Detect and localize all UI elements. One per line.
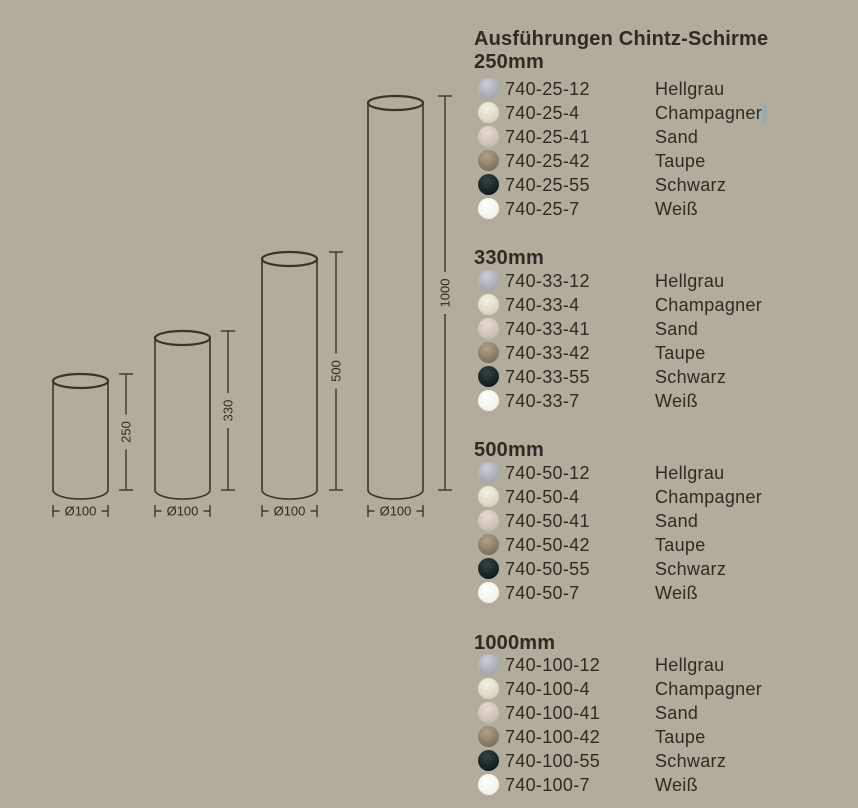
height-dimension-label: 250	[118, 421, 134, 443]
color-name: Sand	[655, 127, 699, 147]
color-name: Hellgrau	[655, 271, 725, 291]
product-code: 740-33-41	[505, 319, 590, 339]
product-code: 740-33-55	[505, 367, 590, 387]
section-rows-250mm	[474, 77, 858, 221]
color-name: Sand	[655, 511, 699, 531]
color-name: Schwarz	[655, 751, 727, 771]
diameter-dimension-label: Ø100	[379, 503, 412, 519]
color-option-row	[474, 341, 858, 365]
height-dimension-label: 330	[220, 399, 236, 422]
product-code: 740-25-55	[505, 175, 590, 195]
color-name: Weiß	[655, 391, 698, 411]
color-swatch-sand-icon	[478, 126, 499, 147]
product-code: 740-33-12	[505, 271, 590, 291]
diameter-dimension-label: Ø100	[64, 503, 97, 519]
color-option-row	[474, 509, 858, 533]
color-option-row	[474, 677, 858, 701]
color-name: Taupe	[655, 343, 706, 363]
product-code: 740-25-12	[505, 79, 590, 99]
product-code: 740-50-7	[505, 583, 580, 603]
color-option-row	[474, 197, 858, 221]
section-rows-330mm	[474, 269, 858, 413]
height-dimension-label: 500	[328, 360, 344, 382]
color-option-row	[474, 149, 858, 173]
color-option-row	[474, 101, 858, 125]
product-code: 740-25-41	[505, 127, 590, 147]
color-swatch-hellgrau-icon	[478, 462, 499, 483]
color-swatch-hellgrau-icon	[478, 78, 499, 99]
page-title: Ausführungen Chintz-Schirme	[474, 28, 769, 50]
color-name: Champagner	[655, 103, 763, 123]
product-code: 740-100-42	[505, 727, 601, 747]
section-heading-500mm: 500mm	[474, 439, 544, 461]
color-swatch-hellgrau-icon	[478, 270, 499, 291]
cylinder-drawing-1000	[368, 96, 453, 519]
diameter-dimension-label: Ø100	[273, 503, 306, 519]
section-heading-330mm: 330mm	[474, 247, 544, 269]
product-code: 740-50-12	[505, 463, 590, 483]
color-name: Schwarz	[655, 175, 727, 195]
color-swatch-champagner-icon	[478, 678, 499, 699]
product-code: 740-100-55	[505, 751, 601, 771]
color-swatch-sand-icon	[478, 510, 499, 531]
color-name: Champagner	[655, 295, 763, 315]
color-option-row	[474, 461, 858, 485]
color-swatch-weiss-icon	[478, 774, 499, 795]
color-option-row	[474, 533, 858, 557]
color-swatch-weiss-icon	[478, 198, 499, 219]
product-code: 740-33-4	[505, 295, 580, 315]
product-code: 740-25-42	[505, 151, 590, 171]
color-name: Schwarz	[655, 559, 727, 579]
cylinder-drawing-250	[53, 374, 134, 519]
color-option-row	[474, 77, 858, 101]
product-code: 740-50-55	[505, 559, 590, 579]
color-swatch-sand-icon	[478, 702, 499, 723]
color-swatch-taupe-icon	[478, 150, 499, 171]
color-name: Weiß	[655, 775, 698, 795]
technical-drawing	[0, 0, 470, 540]
color-option-row	[474, 557, 858, 581]
section-heading-1000mm: 1000mm	[474, 632, 556, 654]
color-name: Weiß	[655, 583, 698, 603]
color-option-row	[474, 581, 858, 605]
text-cursor	[762, 103, 767, 124]
color-option-row	[474, 485, 858, 509]
color-swatch-champagner-icon	[478, 486, 499, 507]
color-swatch-schwarz-icon	[478, 174, 499, 195]
color-name: Taupe	[655, 151, 706, 171]
color-option-row	[474, 653, 858, 677]
color-option-row	[474, 389, 858, 413]
product-code: 740-50-41	[505, 511, 590, 531]
color-swatch-taupe-icon	[478, 726, 499, 747]
section-heading-250mm: 250mm	[474, 51, 544, 73]
color-swatch-hellgrau-icon	[478, 654, 499, 675]
product-code: 740-50-42	[505, 535, 590, 555]
cylinder-drawing-330	[155, 331, 236, 519]
section-rows-1000mm	[474, 653, 858, 797]
color-option-row	[474, 293, 858, 317]
color-swatch-taupe-icon	[478, 342, 499, 363]
color-name: Weiß	[655, 199, 698, 219]
color-option-row	[474, 317, 858, 341]
color-swatch-taupe-icon	[478, 534, 499, 555]
product-code: 740-33-42	[505, 343, 590, 363]
color-name: Taupe	[655, 727, 706, 747]
color-name: Hellgrau	[655, 79, 725, 99]
color-name: Taupe	[655, 535, 706, 555]
color-swatch-sand-icon	[478, 318, 499, 339]
color-swatch-weiss-icon	[478, 582, 499, 603]
product-code: 740-100-4	[505, 679, 590, 699]
color-name: Hellgrau	[655, 463, 725, 483]
product-code: 740-25-7	[505, 199, 580, 219]
product-code: 740-100-41	[505, 703, 601, 723]
color-name: Hellgrau	[655, 655, 725, 675]
color-option-row	[474, 773, 858, 797]
color-name: Champagner	[655, 487, 763, 507]
color-swatch-weiss-icon	[478, 390, 499, 411]
product-code: 740-100-12	[505, 655, 601, 675]
color-name: Schwarz	[655, 367, 727, 387]
color-option-row	[474, 173, 858, 197]
color-option-row	[474, 125, 858, 149]
color-swatch-schwarz-icon	[478, 558, 499, 579]
product-code: 740-50-4	[505, 487, 580, 507]
height-dimension-label: 1000	[437, 278, 453, 308]
color-option-row	[474, 725, 858, 749]
color-swatch-schwarz-icon	[478, 366, 499, 387]
product-code: 740-100-7	[505, 775, 590, 795]
product-code: 740-33-7	[505, 391, 580, 411]
product-code: 740-25-4	[505, 103, 580, 123]
color-option-row	[474, 749, 858, 773]
color-swatch-champagner-icon	[478, 294, 499, 315]
cylinder-drawing-500	[262, 252, 344, 519]
color-swatch-champagner-icon	[478, 102, 499, 123]
color-option-row	[474, 365, 858, 389]
color-option-row	[474, 269, 858, 293]
color-name: Sand	[655, 319, 699, 339]
color-name: Champagner	[655, 679, 763, 699]
color-option-row	[474, 701, 858, 725]
diameter-dimension-label: Ø100	[166, 503, 199, 519]
color-swatch-schwarz-icon	[478, 750, 499, 771]
section-rows-500mm	[474, 461, 858, 605]
color-name: Sand	[655, 703, 699, 723]
